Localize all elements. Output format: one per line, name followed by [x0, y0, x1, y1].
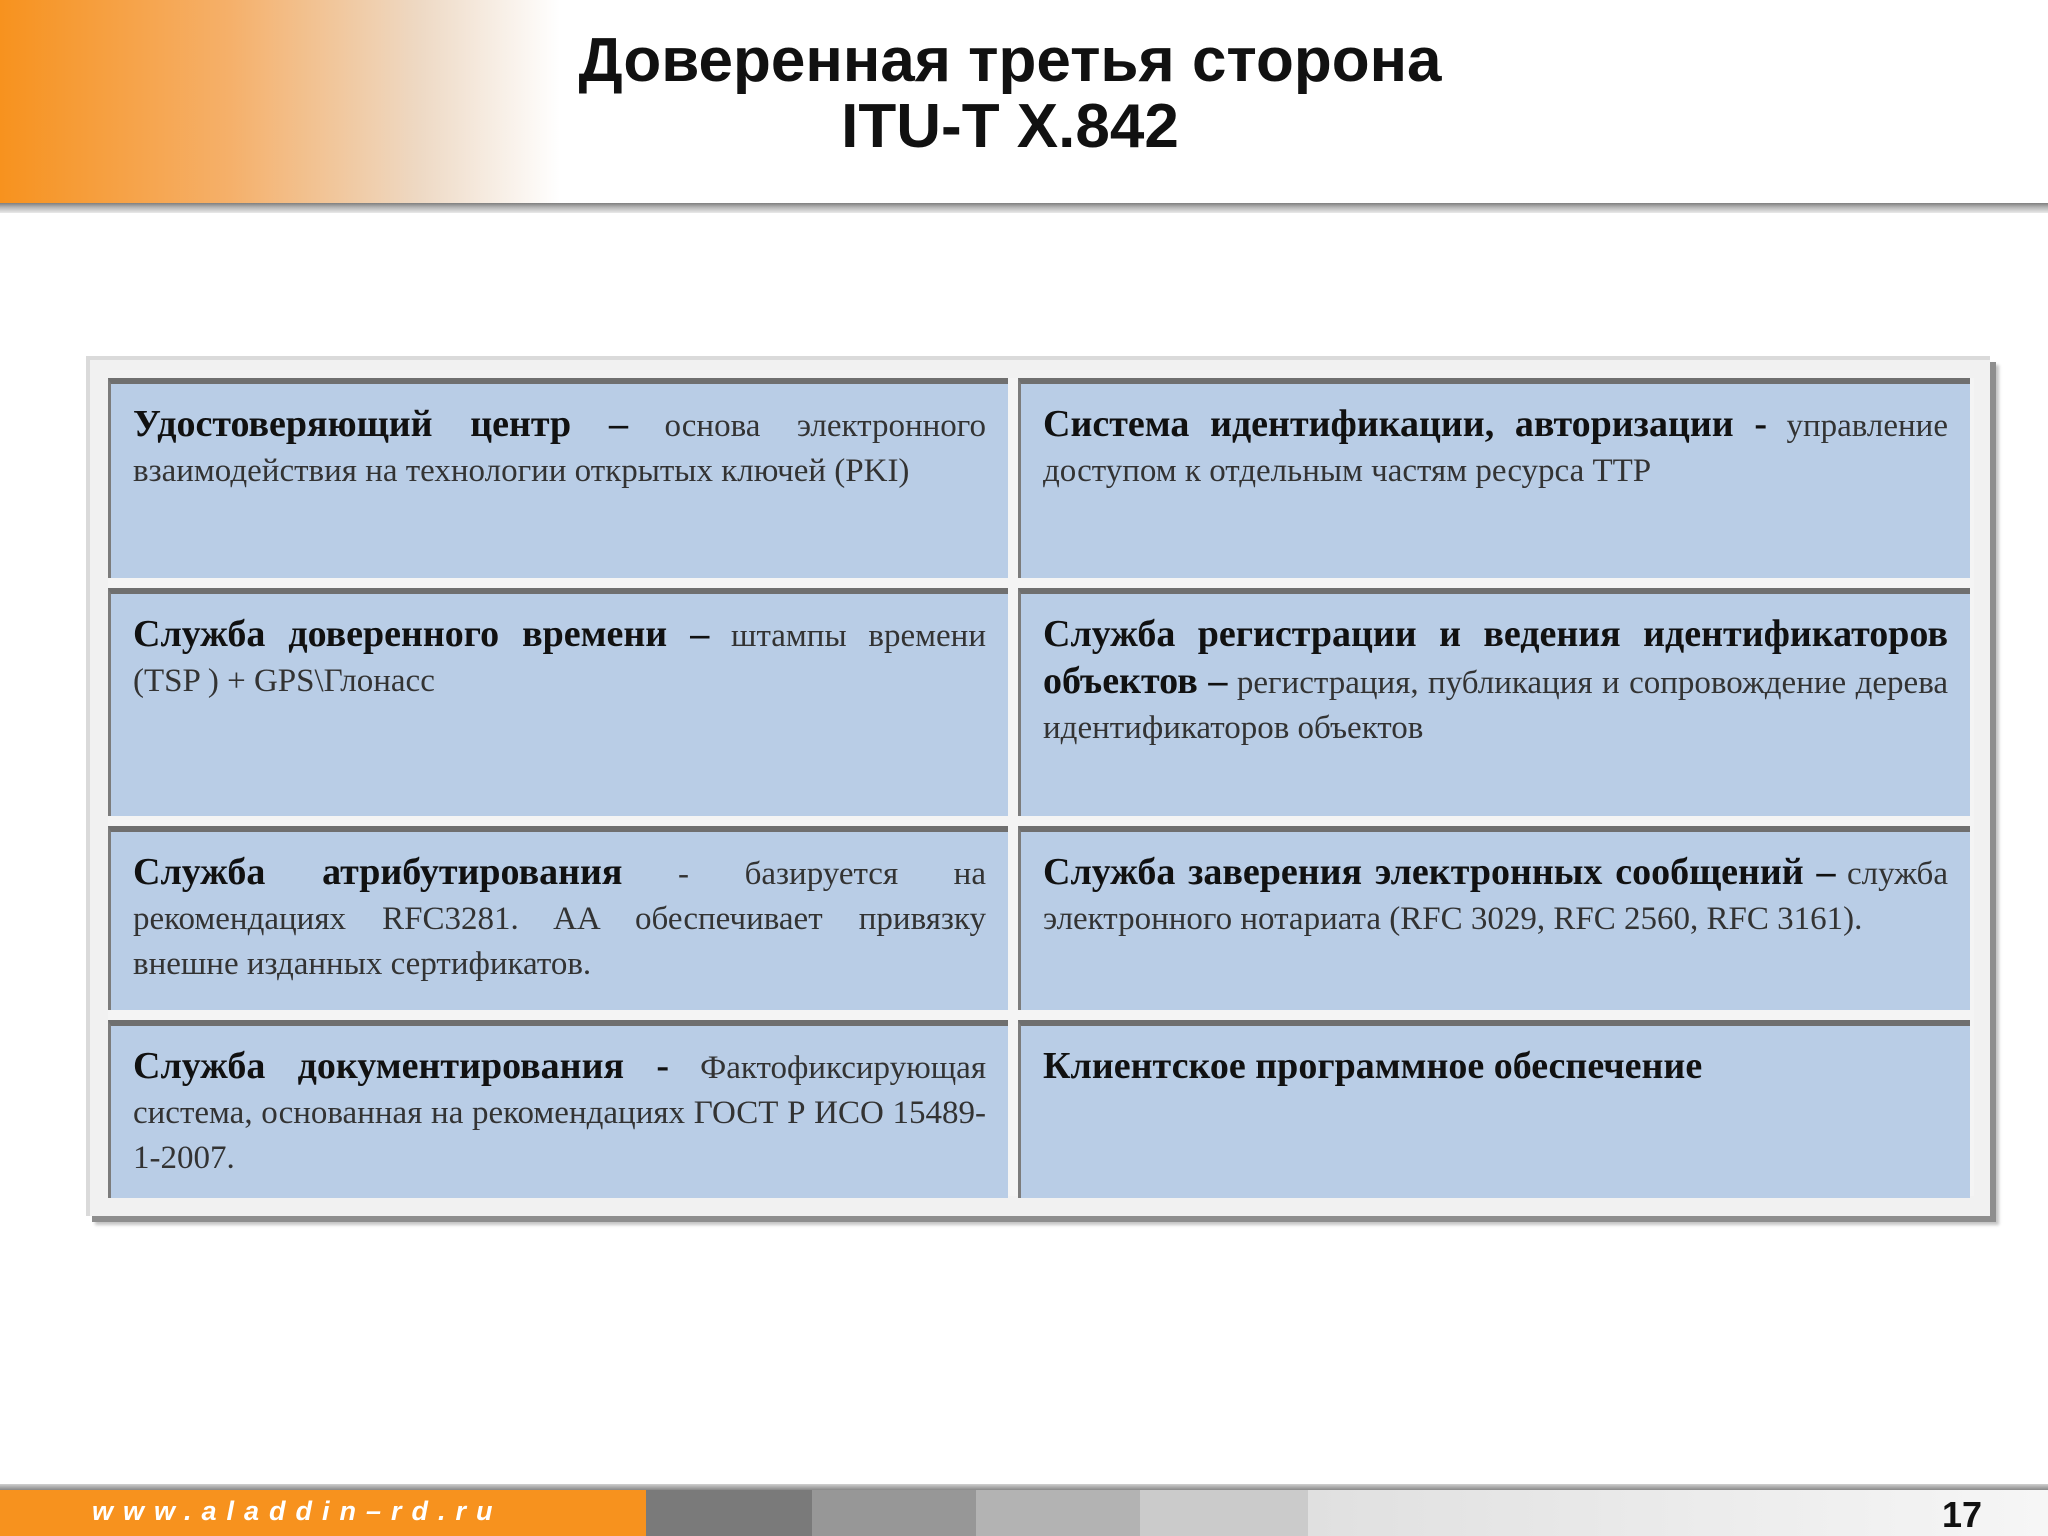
- footer-gray-segment: [812, 1490, 976, 1536]
- cell-client-software: [1018, 1020, 1970, 1198]
- cell-heading: Удостоверяющий центр –: [133, 403, 628, 445]
- footer-bar: [0, 1490, 2048, 1536]
- cell-heading: Служба регистрации и ведения идентификаторов объектов –: [1043, 613, 1948, 702]
- cell-object-identifier-service: [1018, 588, 1970, 816]
- title-line-1: Доверенная третья сторона: [578, 26, 1442, 95]
- cell-message-notarization-service: [1018, 826, 1970, 1010]
- cell-text: служба электронного нотариата (RFC 3029, RFC 2560, RFC 3161).: [1043, 856, 1948, 937]
- cell-heading: Служба документирования -: [133, 1045, 670, 1087]
- footer-gray-segment: [646, 1490, 812, 1536]
- services-grid: [108, 378, 1974, 1196]
- cell-heading: Служба атрибутирования: [133, 851, 623, 893]
- cell-trusted-time-service: [108, 588, 1008, 816]
- cell-identification-system: [1018, 378, 1970, 578]
- cell-attribution-service: [108, 826, 1008, 1010]
- cell-heading: Служба доверенного времени –: [133, 613, 710, 655]
- cell-heading: Служба заверения электронных сообщений –: [1043, 851, 1836, 893]
- cell-text: - базируется на рекомендациях RFC3281. AA обеспечивает привязку внешне изданных сертификатов.: [133, 856, 986, 982]
- title-line-2: ITU-T X.842: [841, 92, 1179, 161]
- cell-text: штампы времени (TSP ) + GPS\Глонасс: [133, 618, 986, 699]
- cell-text: управление доступом к отдельным частям ресурса TTP: [1043, 408, 1948, 489]
- cell-certification-authority: [108, 378, 1008, 578]
- cell-text: Фактофиксирующая система, основанная на рекомендациях ГОСТ Р ИСО 15489-1-2007.: [133, 1050, 986, 1176]
- footer-gray-segment: [976, 1490, 1140, 1536]
- cell-heading: Клиентское программное обеспечение: [1043, 1045, 1703, 1087]
- cell-heading: Система идентификации, авторизации -: [1043, 403, 1767, 445]
- footer-gray-segment: [1140, 1490, 1308, 1536]
- cell-text: регистрация, публикация и сопровождение дерева идентификаторов объектов: [1043, 665, 1948, 746]
- slide-title: [420, 28, 1600, 160]
- footer-light-segment: [1308, 1490, 2048, 1536]
- services-table: [86, 356, 1990, 1216]
- footer-url-link[interactable]: www.aladdin–rd.ru: [92, 1496, 503, 1526]
- header-divider: [0, 203, 2048, 213]
- cell-text: основа электронного взаимодействия на технологии открытых ключей (PKI): [133, 408, 987, 489]
- cell-documentation-service: [108, 1020, 1008, 1198]
- page-number: 17: [1941, 1494, 1982, 1535]
